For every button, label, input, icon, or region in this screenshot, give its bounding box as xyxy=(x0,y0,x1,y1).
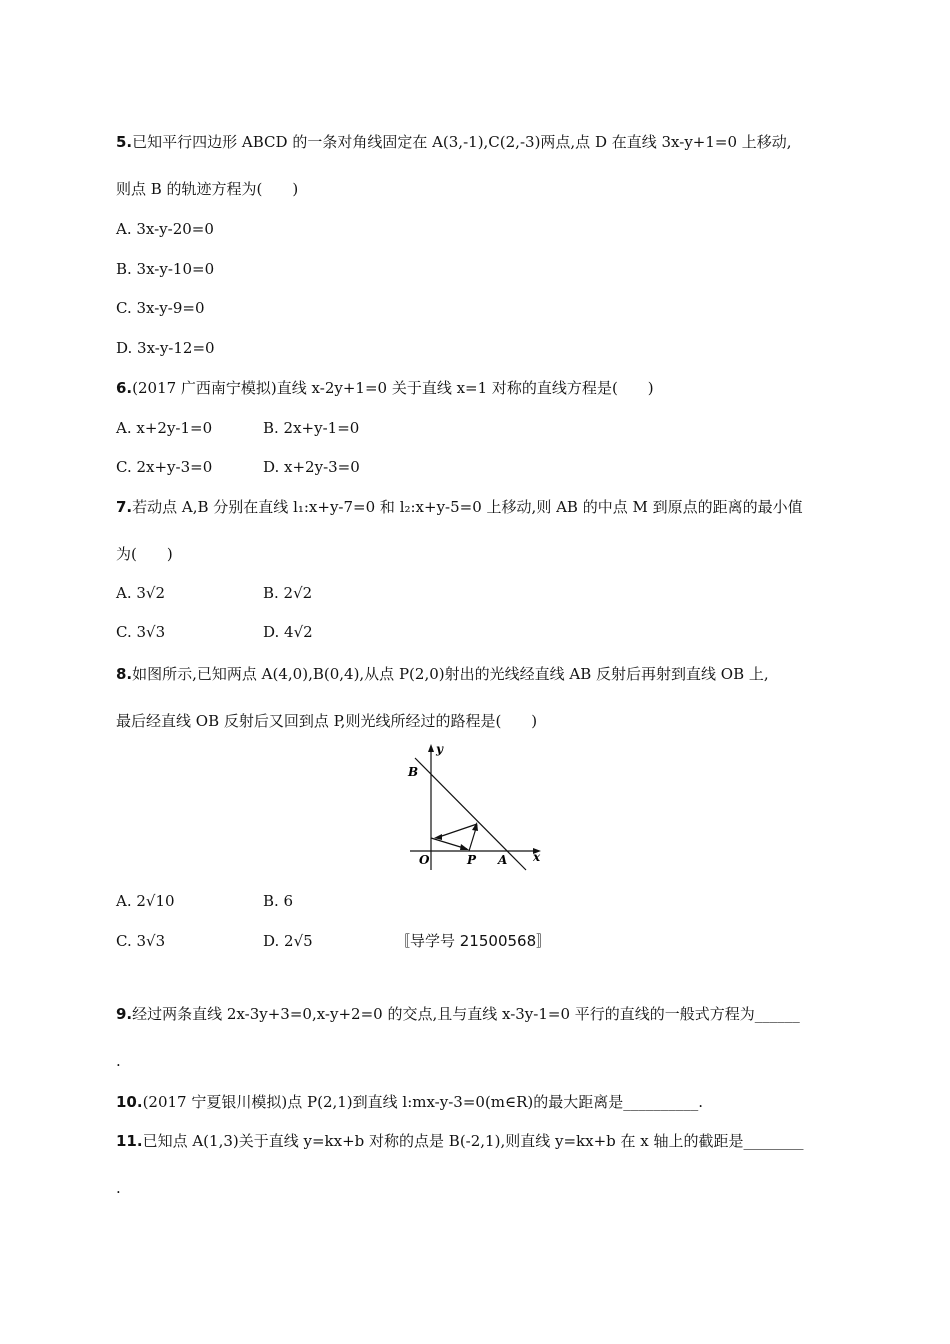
ray-ab-to-ob xyxy=(436,824,477,838)
q6-line1 xyxy=(116,378,654,398)
q5-option-c: C. 3x-y-9=0 xyxy=(116,299,205,317)
label-x: x xyxy=(533,850,541,864)
q6-option-c: C. 2x+y-3=0 xyxy=(116,458,213,476)
q5-line2: 则点 B 的轨迹方程为( ) xyxy=(116,180,299,198)
q5-line1 xyxy=(116,132,792,152)
label-y: y xyxy=(436,742,443,756)
q6-option-a: A. x+2y-1=0 xyxy=(116,419,213,437)
q11-line1 xyxy=(116,1131,804,1151)
q9-stem: 经过两条直线 2x-3y+3=0,x-y+2=0 的交点,且与直线 x-3y-1=0 平行的直线的一般式方程为______ xyxy=(132,1005,800,1023)
label-p: P xyxy=(467,853,477,867)
q6-option-d: D. x+2y-3=0 xyxy=(263,458,360,476)
q8-option-c: C. 3√3 xyxy=(116,932,166,950)
q10-line1 xyxy=(116,1092,703,1112)
ray-arrow-3 xyxy=(460,844,469,850)
q11-number: 11. xyxy=(116,1132,143,1150)
q7-number: 7. xyxy=(116,498,133,516)
q8-option-d: D. 2√5 xyxy=(263,932,313,950)
q5-stem: 已知平行四边形 ABCD 的一条对角线固定在 A(3,-1),C(2,-3)两点,点 D 在直线 3x-y+1=0 上移动, xyxy=(132,133,792,151)
q8-option-a: A. 2√10 xyxy=(116,892,175,910)
q9-number: 9. xyxy=(116,1005,133,1023)
q10-number: 10. xyxy=(116,1093,143,1111)
q10-stem: (2017 宁夏银川模拟)点 P(2,1)到直线 l:mx-y-3=0(m∈R)的最大距离是__________. xyxy=(142,1093,704,1111)
q7-line1 xyxy=(116,497,803,517)
q5-option-d: D. 3x-y-12=0 xyxy=(116,339,215,357)
q9-line1 xyxy=(116,1004,800,1024)
q11-stem: 已知点 A(1,3)关于直线 y=kx+b 对称的点是 B(-2,1),则直线 y=kx+b 在 x 轴上的截距是________ xyxy=(142,1132,804,1150)
q11-line2: . xyxy=(116,1179,121,1197)
q7-stem: 若动点 A,B 分别在直线 l₁:x+y-7=0 和 l₂:x+y-5=0 上移动,则 AB 的中点 M 到原点的距离的最小值 xyxy=(132,498,803,516)
q8-figure xyxy=(405,740,550,875)
q5-number: 5. xyxy=(116,133,133,151)
label-b: B xyxy=(408,765,419,779)
q6-stem: (2017 广西南宁模拟)直线 x-2y+1=0 关于直线 x=1 对称的直线方程是( ) xyxy=(132,379,654,397)
q7-option-c: C. 3√3 xyxy=(116,623,166,641)
q8-number: 8. xyxy=(116,665,133,683)
q8-line1 xyxy=(116,664,769,684)
label-o: O xyxy=(419,853,430,867)
q8-option-b: B. 6 xyxy=(263,892,294,910)
q7-option-d: D. 4√2 xyxy=(263,623,313,641)
guide-number: 〚导学号 21500568〛 xyxy=(395,932,552,950)
ray-arrow-1 xyxy=(472,822,478,831)
q7-option-b: B. 2√2 xyxy=(263,584,313,602)
y-axis-arrow xyxy=(428,744,434,752)
q9-line2: . xyxy=(116,1052,121,1070)
q7-line2: 为( ) xyxy=(116,545,173,563)
q5-option-b: B. 3x-y-10=0 xyxy=(116,260,215,278)
q8-stem: 如图所示,已知两点 A(4,0),B(0,4),从点 P(2,0)射出的光线经直线 AB 反射后再射到直线 OB 上, xyxy=(132,665,769,683)
q6-option-b: B. 2x+y-1=0 xyxy=(263,419,360,437)
label-a: A xyxy=(498,853,508,867)
q7-option-a: A. 3√2 xyxy=(116,584,166,602)
q8-line2: 最后经直线 OB 反射后又回到点 P,则光线所经过的路程是( ) xyxy=(116,712,538,730)
q6-number: 6. xyxy=(116,379,133,397)
q5-option-a: A. 3x-y-20=0 xyxy=(116,220,214,238)
